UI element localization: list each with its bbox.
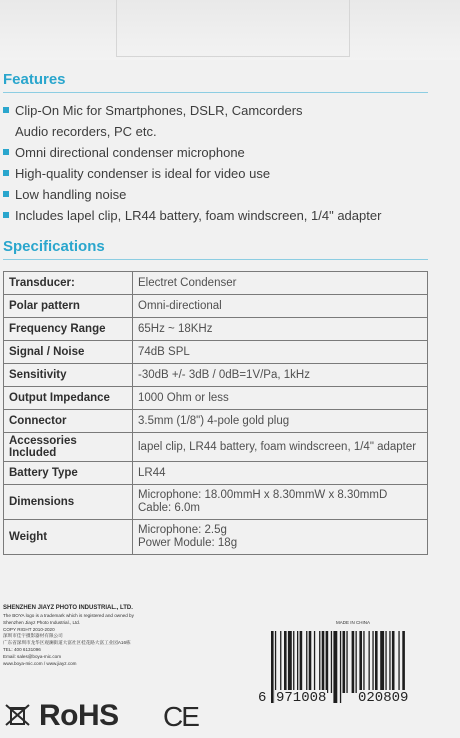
ce-mark: CE [163, 701, 198, 732]
company-line: 广东省深圳市龙华区观澜街道大富社区桂花路大富工业园A16栋 [3, 640, 131, 646]
spec-value: lapel clip, LR44 battery, foam windscreen, 1/4" adapter [133, 433, 428, 462]
company-line: www.boya-mic.com / www.jiayz.com [3, 660, 77, 666]
square-bullet-icon [3, 212, 9, 218]
spec-value: 65Hz ~ 18KHz [133, 318, 428, 341]
company-line: Email: sales@boya-mic.com [3, 653, 62, 659]
spec-value: 3.5mm (1/8") 4-pole gold plug [133, 410, 428, 433]
table-row [4, 387, 428, 410]
spec-value: -30dB +/- 3dB / 0dB=1V/Pa, 1kHz [133, 364, 428, 387]
company-line: COPY RIGHT 2010-2020 [3, 626, 55, 632]
square-bullet-icon [3, 107, 9, 113]
features-list [3, 100, 443, 226]
spec-value: 1000 Ohm or less [133, 387, 428, 410]
spec-key: Signal / Noise [4, 341, 133, 364]
flap-fold-line [116, 0, 350, 57]
company-info [3, 605, 263, 667]
feature-item: High-quality condenser is ideal for video use [3, 163, 443, 184]
table-row [4, 364, 428, 387]
specifications-title: Specifications [3, 238, 105, 255]
feature-item: Includes lapel clip, LR44 battery, foam windscreen, 1/4" adapter [3, 205, 443, 226]
spec-value: Microphone: 18.00mmH x 8.30mmW x 8.30mmD Cable: 6.0m [133, 485, 428, 520]
barcode-digit-group: 6 [258, 690, 267, 706]
company-line: 深圳市佳宇摄影器材有限公司 [3, 633, 63, 639]
certification-logos [3, 699, 213, 738]
feature-item: Low handling noise [3, 184, 443, 205]
square-bullet-icon [3, 170, 9, 176]
spec-key: Sensitivity [4, 364, 133, 387]
spec-key: Transducer: [4, 272, 133, 295]
spec-key: Frequency Range [4, 318, 133, 341]
table-row [4, 485, 428, 520]
barcode-digit-group: 020809 [358, 690, 409, 706]
table-row [4, 433, 428, 462]
table-row [4, 520, 428, 555]
specifications-divider [3, 259, 428, 260]
specifications-table [3, 271, 428, 555]
table-row [4, 295, 428, 318]
feature-item: Clip-On Mic for Smartphones, DSLR, Camcorders Audio recorders, PC etc. [3, 100, 443, 142]
spec-key: Battery Type [4, 462, 133, 485]
barcode-digit-group: 971008 [276, 690, 327, 706]
spec-value: Omni-directional [133, 295, 428, 318]
spec-value: Microphone: 2.5g Power Module: 18g [133, 520, 428, 555]
table-row [4, 410, 428, 433]
company-line: TEL: 400 6131096 [3, 646, 41, 652]
table-row [4, 462, 428, 485]
spec-key: Weight [4, 520, 133, 555]
table-row [4, 341, 428, 364]
square-bullet-icon [3, 149, 9, 155]
square-bullet-icon [3, 191, 9, 197]
box-top-flap [0, 0, 460, 60]
features-title: Features [3, 71, 66, 88]
company-line: The BOYA logo is a trademark which is registered and owned by [3, 613, 134, 618]
spec-value: LR44 [133, 462, 428, 485]
table-row [4, 318, 428, 341]
spec-value: Electret Condenser [133, 272, 428, 295]
company-line: Shenzhen Jiayz Photo Industrial., Ltd. [3, 619, 81, 625]
spec-value: 74dB SPL [133, 341, 428, 364]
barcode-icon [257, 627, 429, 720]
table-row [4, 272, 428, 295]
spec-key: Connector [4, 410, 133, 433]
features-divider [3, 92, 428, 93]
spec-key: Dimensions [4, 485, 133, 520]
spec-key: Accessories Included [4, 433, 133, 462]
crossed-out-bin-icon [3, 704, 33, 726]
spec-key: Polar pattern [4, 295, 133, 318]
made-in-label: MADE IN CHINA [336, 620, 371, 625]
company-name: SHENZHEN JIAYZ PHOTO INDUSTRIAL., LTD. [3, 605, 133, 611]
feature-item: Omni directional condenser microphone [3, 142, 443, 163]
spec-key: Output Impedance [4, 387, 133, 410]
rohs-logo: RoHS [39, 699, 119, 732]
